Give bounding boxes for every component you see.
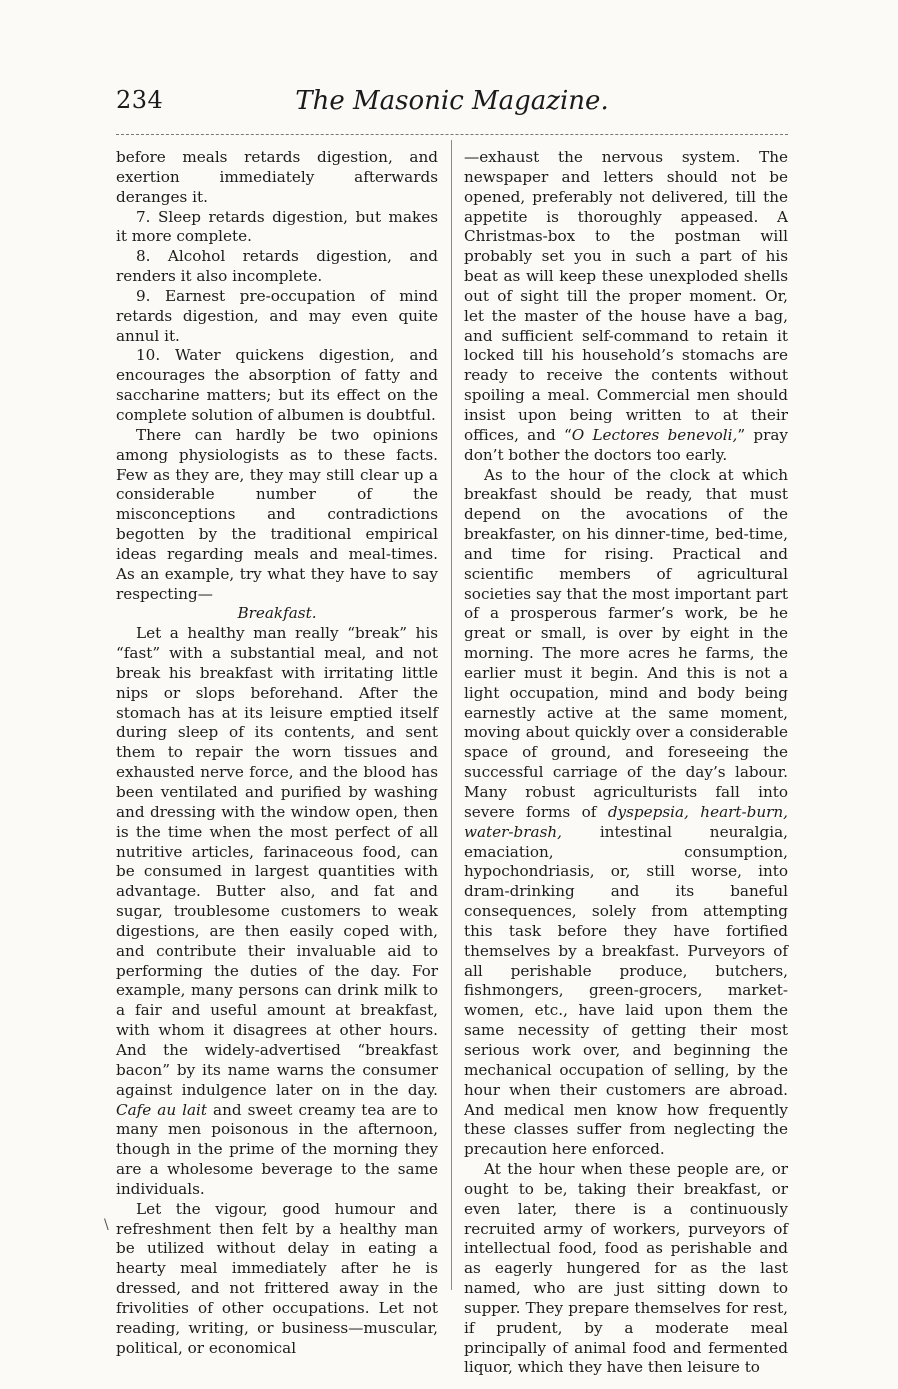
paragraph: before meals retards digestion, and exertion immediately afterwards deranges it. xyxy=(116,148,438,206)
page-number: 234 xyxy=(116,86,164,114)
header-rule xyxy=(116,134,788,135)
paragraph: 8. Alcohol retards digestion, and renders it also incomplete. xyxy=(116,247,438,286)
paragraph-text: —exhaust the nervous system. The newspaper and letters should not be opened, preferably not delivered, till the appetite is thoroughly appeased. A Christmas-box to the postman will probably set you in such a part of his beat as will keep these unexploded shells out of sight till the proper moment. Or, let the master of the house have a bag, and sufficient self-command to retain it locked till his household’s stomachs are ready to receive the contents without spoiling a meal. Commercial men should insist upon being written to at their offices, and “ xyxy=(464,148,788,444)
paragraph-text: and sweet creamy tea are to many men poisonous in the afternoon, though in the prime of the morning they are a wholesome beverage to the same individuals. xyxy=(116,1100,438,1198)
margin-mark: \ xyxy=(104,1217,109,1233)
paragraph xyxy=(464,466,788,1161)
italic-phrase: O Lectores benevoli, xyxy=(571,425,738,444)
paragraph-text: intestinal neuralgia, emaciation, consumption, hypochondriasis, or, still worse, into dram-drinking and its baneful consequences, solely from attempting this task before they have fortified themselves by a breakfast. Purveyors of all perishable produce, butchers, fishmongers, green-grocers, market-women, etc., have laid upon them the same necessity of getting their most serious work over, and beginning the mechanical occupation of selling, by the hour when their customers are abroad. And medical men know how frequently these classes suffer from neglecting the precaution here enforced. xyxy=(464,822,788,1159)
paragraph: At the hour when these people are, or ought to be, taking their breakfast, or even later, there is a continuously recruited army of workers, purveyors of intellectual food, food as perishable and as eagerly hungered for as the last named, who are just sitting down to supper. They prepare themselves for rest, if prudent, by a moderate meal principally of animal food and fermented liquor, which they have then leisure to xyxy=(464,1160,788,1377)
page-header xyxy=(116,86,788,126)
paragraph xyxy=(464,148,788,466)
paragraph: 7. Sleep retards digestion, but makes it more complete. xyxy=(116,207,438,246)
paragraph-text: As to the hour of the clock at which breakfast should be ready, that must depend on the avocations of the breakfaster, on his dinner-time, bed-time, and time for rising. Practical and scientific members of agricultural societies say that the most important part of a prosperous farmer’s work, be he great or small, is over by eight in the morning. The more acres he farms, the earlier must it begin. And this is not a light occupation, mind and body being earnestly active at the same moment, moving about quickly over a considerable space of ground, and foreseeing the successful carriage of the day’s labour. Many robust agriculturists fall into severe forms of xyxy=(464,465,788,821)
section-heading: Breakfast. xyxy=(237,604,317,623)
left-column xyxy=(116,148,438,1358)
right-column xyxy=(464,148,788,1378)
running-title: The Masonic Magazine. xyxy=(295,86,609,116)
column-divider xyxy=(451,140,452,1290)
paragraph: There can hardly be two opinions among physiologists as to these facts. Few as they are, they may still clear up a considerable number of the misconceptions and contradictions begotten by the traditional empirical ideas regarding meals and meal-times. As an example, try what they have to say respecting— xyxy=(116,425,438,603)
paragraph: 10. Water quickens digestion, and encourages the absorption of fatty and saccharine matters; but its effect on the complete solution of albumen is doubtful. xyxy=(116,346,438,424)
paragraph: Let the vigour, good humour and refreshment then felt by a healthy man be utilized without delay in eating a hearty meal immediately after he is dressed, and not frittered away in the frivolities of other occupations. Let not reading, writing, or business—muscular, political, or economical xyxy=(116,1199,438,1357)
paragraph xyxy=(116,624,438,1199)
paragraph: 9. Earnest pre-occupation of mind retards digestion, and may even quite annul it. xyxy=(116,286,438,345)
italic-phrase: dyspepsia, heart-burn, water-brash, xyxy=(464,802,788,841)
italic-phrase: Cafe au lait xyxy=(116,1100,208,1119)
paragraph-text: Let a healthy man really “break” his “fast” with a substantial meal, and not break his breakfast with irritating little nips or slops beforehand. After the stomach has at its leisure emptied itself during sleep of its contents, and sent them to repair the worn tissues and exhausted nerve force, and the blood has been ventilated and purified by washing and dressing with the window open, then is the time when the most perfect of all nutritive articles, farinaceous food, can be consumed in largest quantities with advantage. Butter also, and fat and sugar, troublesome customers to weak digestions, are then easily coped with, and contribute their invaluable aid to performing the duties of the day. For example, many persons can drink milk to a fair and useful amount at breakfast, with whom it disagrees at other hours. And the widely-advertised “breakfast bacon” by its name warns the consumer against indulgence later on in the day. xyxy=(116,624,438,1099)
paragraph-text: ” pray don’t bother the doctors too early. xyxy=(464,425,788,464)
